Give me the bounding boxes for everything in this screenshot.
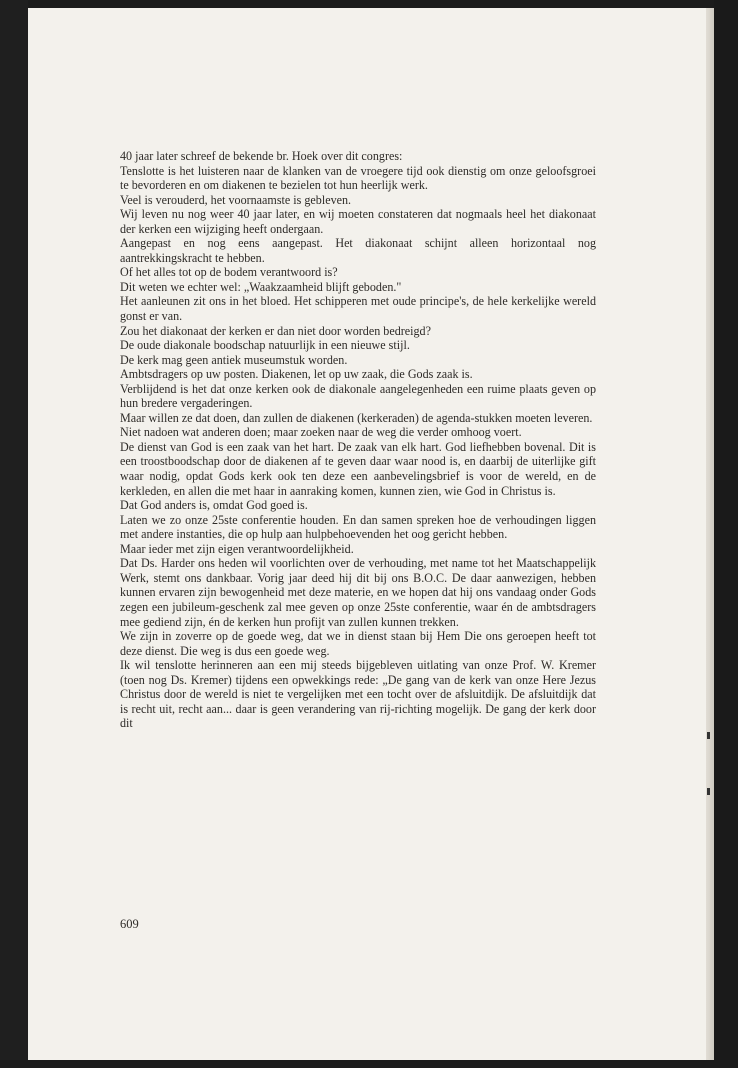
paragraph: De oude diakonale boodschap natuurlijk in een nieuwe stijl. [120,338,410,353]
paragraph: 40 jaar later schreef de bekende br. Hoek over dit congres: [120,149,403,163]
page-edge-shadow [706,8,714,1060]
paragraph: Ik wil tenslotte herinneren aan een mij steeds bijgebleven uitlating van onze Prof. W. Kremer (toen nog Ds. Kremer) tijdens een opwekkings rede: „De gang van de kerk van onze Here Jezus Christus door de wereld is niet te vergelijken met een tocht over de afsluitdijk. De afsluitdijk dat is recht uit, recht aan... daar is geen verandering van rij-richting mogelijk. De gang der kerk door dit [120,658,596,731]
paragraph: Dat Ds. Harder ons heden wil voorlichten over de verhouding, met name tot het Maatschappelijk Werk, stemt ons dankbaar. Vorig jaar deed hij dit bij ons B.O.C. De daar aanwezigen, hebben kunnen ervaren zijn bewogenheid met deze materie, en we hopen dat hij ons vandaag onder Gods zegen een jubileum-geschenk zal mee geven op onze 25ste conferentie, waar én de ambtsdragers mee gediend zijn, én de kerken hun profijt van zullen kunnen trekken. [120,556,596,629]
scan-border-bottom [0,1060,738,1068]
scan-border-top [0,0,738,8]
paragraph: De dienst van God is een zaak van het hart. De zaak van elk hart. God liefhebben bovenal. Dit is een troostboodschap door de diakenen af te geven daar waar nood is, en daarbij de uiterlijke gift waar nodig, opdat Gods kerk ook ten deze een aanbevelingsbrief is voor de wereld, en de kerkleden, en allen die met haar in aanraking komen, kunnen zien, wie God in Christus is. [120,439,596,498]
paragraph: Maar willen ze dat doen, dan zullen de diakenen (kerkeraden) de agenda-stukken moeten leveren. [120,410,593,425]
scan-border-left [0,0,28,1068]
binding-mark [707,732,710,739]
paragraph: Niet nadoen wat anderen doen; maar zoeken naar de weg die verder omhoog voert. [120,425,522,440]
paragraph: Aangepast en nog eens aangepast. Het diakonaat schijnt alleen horizontaal nog aantrekkingskracht te hebben. [120,236,596,265]
paragraph: Het aanleunen zit ons in het bloed. Het schipperen met oude principe's, de hele kerkelijke wereld gonst er van. [120,294,596,324]
paragraph: Maar ieder met zijn eigen verantwoordelijkheid. [120,541,354,556]
scan-border-right [714,0,738,1068]
binding-mark [707,788,710,795]
paragraph: Dat God anders is, omdat God goed is. [120,498,308,513]
paragraph: Zou het diakonaat der kerken er dan niet door worden bedreigd? [120,323,431,338]
paragraph: Tenslotte is het luisteren naar de klanken van de vroegere tijd ook dienstig om onze geloofsgroei te bevorderen en om diakenen te bezielen tot hun heerlijk werk. [120,163,596,193]
paragraph: Ambtsdragers op uw posten. Diakenen, let op uw zaak, die Gods zaak is. [120,367,473,382]
paragraph: Wij leven nu nog weer 40 jaar later, en wij moeten constateren dat nogmaals heel het diakonaat der kerken een wijziging heeft ondergaan. [120,207,596,236]
page-number: 609 [120,917,139,931]
paragraph: De kerk mag geen antiek museumstuk worden. [120,352,348,367]
paragraph: Verblijdend is het dat onze kerken ook de diakonale aangelegenheden een ruime plaats geven op hun bredere vergaderingen. [120,381,596,411]
body-text [120,149,596,731]
paragraph: Of het alles tot op de bodem verantwoord is? [120,265,338,280]
paragraph: We zijn in zoverre op de goede weg, dat we in dienst staan bij Hem Die ons geroepen heeft tot deze dienst. Die weg is dus een goede weg. [120,629,596,658]
paragraph: Laten we zo onze 25ste conferentie houden. En dan samen spreken hoe de verhoudingen liggen met andere instanties, die op hulp aan hulpbehoevenden het oog gericht hebben. [120,512,596,542]
paragraph: Dit weten we echter wel: „Waakzaamheid blijft geboden." [120,279,402,294]
paragraph: Veel is verouderd, het voornaamste is gebleven. [120,192,352,207]
